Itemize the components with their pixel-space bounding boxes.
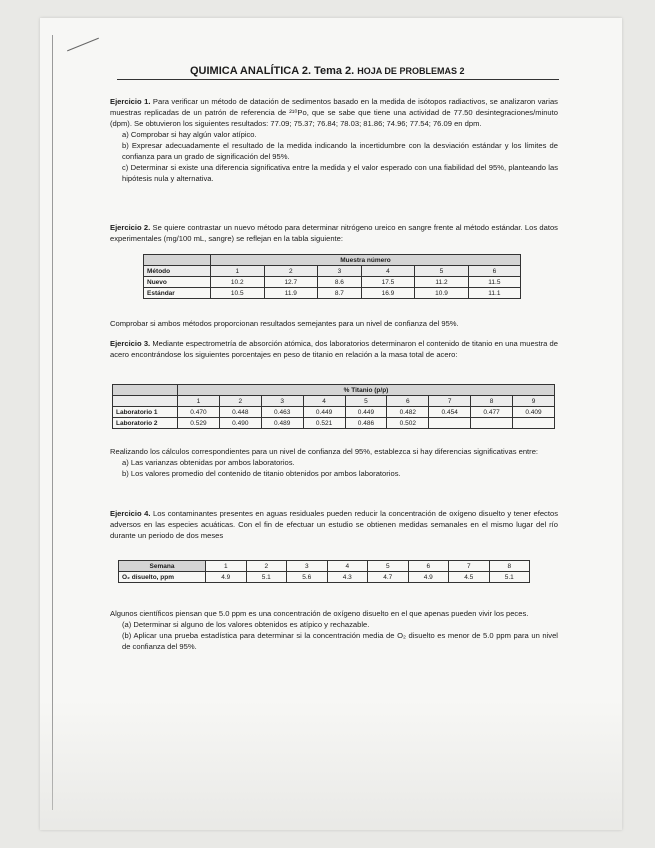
exercise-3-label: Ejercicio 3. [110, 339, 151, 348]
table-oxygen [118, 560, 530, 583]
margin-line [52, 35, 53, 810]
table-cell: 16.9 [361, 288, 415, 299]
exercise-2 [110, 222, 558, 244]
col-header: 6 [468, 266, 520, 277]
table-cell: 0.449 [345, 407, 387, 418]
row-label: Laboratorio 2 [113, 418, 178, 429]
row-label: Nuevo [144, 277, 211, 288]
table-nitrogen [143, 254, 521, 299]
table-cell: 2 [246, 561, 287, 572]
table-row [144, 288, 521, 299]
exercise-1-c: c) Determinar si existe una diferencia significativa entre la medida y el valor esperado con una fiabilidad del 95%, planteando las hipótesis nula y alternativa. [122, 163, 558, 183]
exercise-2-question: Comprobar si ambos métodos proporcionan resultados semejantes para un nivel de confianza del 95%. [110, 319, 459, 328]
table-cell: 0.486 [345, 418, 387, 429]
table-cell: 5 [368, 561, 409, 572]
exercise-4-a: (a) Determinar si alguno de los valores obtenidos es atípico y rechazable. [122, 620, 370, 629]
exercise-4-statement [110, 508, 558, 541]
table-cell: 4 [327, 561, 368, 572]
table-group-header: % Titanio (p/p) [178, 385, 555, 396]
table-cell: 0.454 [429, 407, 471, 418]
title-rule [117, 79, 559, 80]
col-header: 3 [261, 396, 303, 407]
exercise-3 [110, 338, 558, 360]
table-cell: 8 [489, 561, 530, 572]
row-header-metodo: Método [144, 266, 211, 277]
exercise-2-statement [110, 222, 558, 244]
col-header: 4 [303, 396, 345, 407]
table-cell: 0.463 [261, 407, 303, 418]
table-cell: 5.6 [287, 572, 328, 583]
table-cell: 5.1 [246, 572, 287, 583]
exercise-2-text: Se quiere contrastar un nuevo método para determinar nitrógeno ureico en sangre frente al método estándar. Los datos experimentales (mg/100 mL, sangre) se reflejan en la tabla siguiente: [110, 223, 558, 243]
table-cell: 3 [287, 561, 328, 572]
table-cell: 4.7 [368, 572, 409, 583]
table-cell: 1 [206, 561, 247, 572]
table-cell: 0.449 [303, 407, 345, 418]
table-titanium [112, 384, 555, 429]
exercise-4 [110, 508, 558, 541]
table-cell [513, 418, 555, 429]
exercise-4-text: Los contaminantes presentes en aguas residuales pueden reducir la concentración de oxígeno disuelto y tener efectos adversos en las especies acuáticas. Con el fin de efectuar un estudio se obtienen medidas semanales en el mismo lugar del río durante un periodo de dos meses [110, 509, 558, 540]
exercise-4-label: Ejercicio 4. [110, 509, 151, 518]
table-cell: 0.448 [219, 407, 261, 418]
col-header: 6 [387, 396, 429, 407]
col-header: 1 [211, 266, 265, 277]
table-row [113, 407, 555, 418]
row-label: Semana [119, 561, 206, 572]
exercise-1-b: b) Expresar adecuadamente el resultado de la medida indicando la incertidumbre con la desviación estándar y los límites de confianza para un grado de significación del 95%. [122, 141, 558, 161]
exercise-3-question: Realizando los cálculos correspondientes para un nivel de confianza del 95%, establezca si hay diferencias significativas entre: [110, 447, 539, 456]
row-label: Laboratorio 1 [113, 407, 178, 418]
table-cell: 5.1 [489, 572, 530, 583]
table-cell: 11.5 [468, 277, 520, 288]
col-header: 7 [429, 396, 471, 407]
title-sub: HOJA DE PROBLEMAS 2 [357, 66, 465, 76]
table-cell: 17.5 [361, 277, 415, 288]
exercise-4-b: (b) Aplicar una prueba estadística para determinar si la concentración media de O₂ disuelto es menor de 5.0 ppm para un nivel de confianza del 95%. [122, 631, 558, 651]
table-cell: 0.529 [178, 418, 220, 429]
table-cell: 7 [449, 561, 490, 572]
col-header: 2 [264, 266, 318, 277]
col-header: 4 [361, 266, 415, 277]
table-corner [113, 385, 178, 396]
table-cell: 0.409 [513, 407, 555, 418]
table-cell: 11.2 [415, 277, 469, 288]
exercise-3-statement [110, 338, 558, 360]
exercise-3-a: a) Las varianzas obtenidas por ambos laboratorios. [122, 458, 295, 467]
table-corner [144, 255, 211, 266]
table-cell: 8.6 [318, 277, 362, 288]
table-cell: 4.9 [408, 572, 449, 583]
exercise-1-text: Para verificar un método de datación de sedimentos basado en la medida de isótopos radiactivos, se analizaron varias muestras replicadas de un patrón de referencia de ²¹⁰Po, que se sabe que tiene una actividad de 77.50 desintegraciones/minuto (dpm). Se obtuvieron los siguientes resultados: 77.09; 75.37; 76.84; 78.03; 81.86; 74.96; 77.54; 76.09 en dpm. [110, 97, 558, 128]
exercise-1 [110, 96, 558, 184]
row-label: Estándar [144, 288, 211, 299]
exercise-3-followup [110, 446, 558, 479]
table-cell: 10.5 [211, 288, 265, 299]
table-row [113, 418, 555, 429]
table-cell: 10.2 [211, 277, 265, 288]
exercise-4-followup [110, 608, 558, 652]
table-cell: 0.502 [387, 418, 429, 429]
col-header: 9 [513, 396, 555, 407]
exercise-1-a: a) Comprobar si hay algún valor atípico. [122, 130, 257, 139]
col-header: 2 [219, 396, 261, 407]
exercise-2-label: Ejercicio 2. [110, 223, 151, 232]
table-cell: 0.489 [261, 418, 303, 429]
table-cell: 11.9 [264, 288, 318, 299]
table-row [144, 277, 521, 288]
table-cell: 8.7 [318, 288, 362, 299]
table-cell: 4.3 [327, 572, 368, 583]
table-cell: 6 [408, 561, 449, 572]
exercise-3-b: b) Los valores promedio del contenido de titanio obtenidos por ambos laboratorios. [122, 469, 401, 478]
col-header: 1 [178, 396, 220, 407]
table-cell: 11.1 [468, 288, 520, 299]
col-header: 5 [415, 266, 469, 277]
table-cell: 0.521 [303, 418, 345, 429]
table-cell: 0.490 [219, 418, 261, 429]
exercise-4-question: Algunos científicos piensan que 5.0 ppm es una concentración de oxígeno disuelto en el que apenas pueden vivir los peces. [110, 609, 529, 618]
col-header: 3 [318, 266, 362, 277]
col-header: 8 [471, 396, 513, 407]
table-cell: 12.7 [264, 277, 318, 288]
exercise-3-text: Mediante espectrometría de absorción atómica, dos laboratorios determinaron el contenido de titanio en una muestra de acero encontrándose los siguientes porcentajes en peso de titanio en relación a la masa total de acero: [110, 339, 558, 359]
page-title [190, 65, 464, 77]
table-cell [471, 418, 513, 429]
table-cell [429, 418, 471, 429]
row-header-empty [113, 396, 178, 407]
table-cell: 10.9 [415, 288, 469, 299]
table-cell: 4.5 [449, 572, 490, 583]
exercise-1-statement [110, 96, 558, 129]
table-cell: 0.482 [387, 407, 429, 418]
row-label: O₂ disuelto, ppm [119, 572, 206, 583]
exercise-1-label: Ejercicio 1. [110, 97, 151, 106]
table-cell: 0.477 [471, 407, 513, 418]
table-cell: 4.9 [206, 572, 247, 583]
col-header: 5 [345, 396, 387, 407]
table-cell: 0.470 [178, 407, 220, 418]
table-group-header: Muestra número [211, 255, 521, 266]
title-main: QUIMICA ANALÍTICA 2. Tema 2. [190, 65, 355, 77]
bottom-shadow [40, 700, 622, 830]
